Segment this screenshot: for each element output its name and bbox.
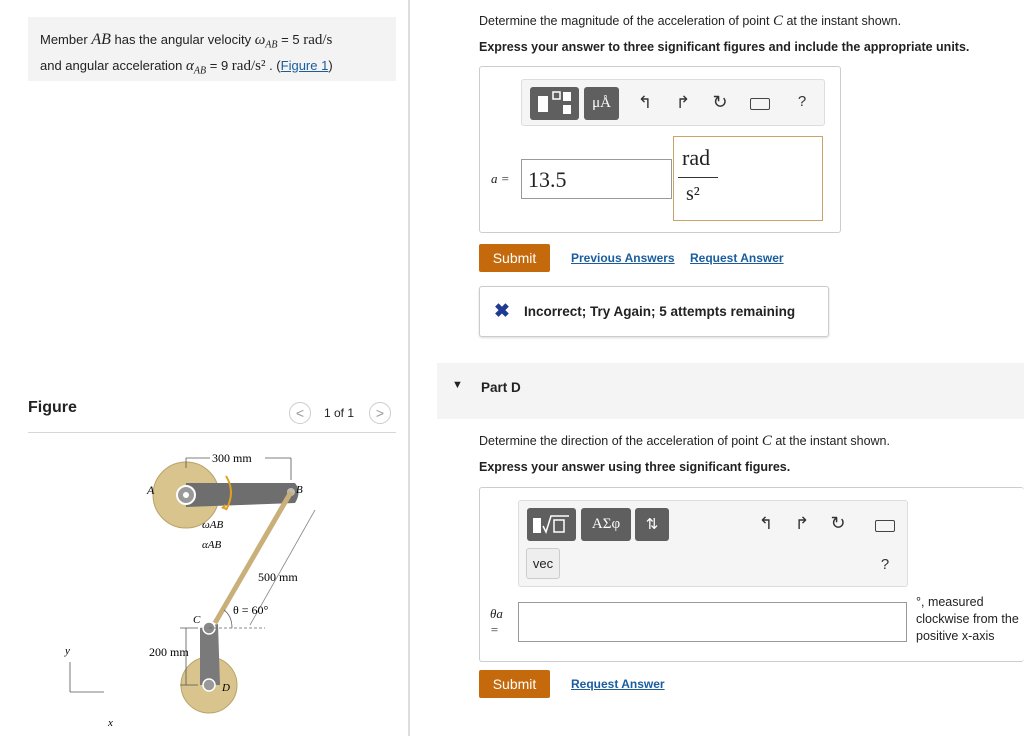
- reset-icon[interactable]: ↻: [712, 92, 728, 112]
- label-a: A: [147, 483, 155, 497]
- label-d: D: [222, 682, 230, 694]
- pin-d: [203, 679, 215, 691]
- partd-value-input[interactable]: [518, 602, 907, 642]
- template-button[interactable]: [530, 87, 579, 120]
- undo-icon[interactable]: ↰: [758, 514, 774, 533]
- mechanism-figure: [40, 440, 400, 732]
- label-c: C: [193, 614, 201, 626]
- feedback-text: Incorrect; Try Again; 5 attempts remaining: [524, 304, 796, 319]
- figure-divider: [28, 432, 396, 433]
- label-theta: θ = 60°: [233, 603, 269, 617]
- help-button[interactable]: ?: [797, 93, 807, 110]
- feedback-box: [479, 286, 829, 337]
- problem-line-2: and angular acceleration $\alpha_{AB} = 9$ rad/s² . (Figure 1): [40, 57, 333, 77]
- keyboard-icon[interactable]: [875, 520, 895, 532]
- partc-instruction: Express your answer to three significant figures and include the appropriate units.: [479, 40, 970, 54]
- redo-icon[interactable]: ↱: [794, 514, 810, 533]
- label-200mm: 200 mm: [149, 645, 189, 659]
- partc-question: Determine the magnitude of the acceleration of point C at the instant shown.: [479, 13, 902, 29]
- sort-arrows-icon[interactable]: ⇅: [635, 508, 669, 541]
- undo-icon[interactable]: ↰: [637, 93, 653, 112]
- template-icon: [530, 87, 579, 120]
- figure-page-count: 1 of 1: [324, 406, 355, 420]
- greek-button[interactable]: ΑΣφ: [581, 508, 631, 541]
- partc-request-answer-link[interactable]: Request Answer: [690, 251, 784, 265]
- partd-answer-box: [479, 487, 1024, 662]
- label-b: B: [296, 484, 303, 496]
- keyboard-icon[interactable]: [750, 98, 770, 110]
- partd-title: Part D: [481, 380, 521, 395]
- partd-instruction: Express your answer using three significant figures.: [479, 460, 791, 474]
- template-sqrt-button[interactable]: [527, 508, 576, 541]
- partc-submit-button[interactable]: Submit: [479, 244, 550, 272]
- redo-icon[interactable]: ↱: [675, 93, 691, 112]
- previous-answers-link[interactable]: Previous Answers: [571, 251, 675, 265]
- partc-toolbar: [521, 79, 825, 126]
- incorrect-x-icon: ✖: [494, 301, 510, 322]
- label-omega: ωAB: [202, 519, 224, 531]
- fraction-bar: [678, 177, 718, 178]
- unit-numerator: rad: [682, 145, 711, 170]
- label-alpha: αAB: [202, 539, 222, 551]
- problem-statement: [28, 17, 396, 81]
- figure-prev-button[interactable]: <: [289, 402, 311, 424]
- help-button[interactable]: ?: [880, 556, 890, 573]
- partc-variable-label: a =: [491, 171, 510, 186]
- unit-denominator: s²: [686, 183, 700, 205]
- panel-divider: [408, 0, 410, 736]
- label-x: x: [108, 717, 113, 729]
- reset-icon[interactable]: ↻: [830, 513, 846, 533]
- partc-answer-box: [479, 66, 841, 233]
- partd-question: Determine the direction of the acceleration of point C at the instant shown.: [479, 433, 890, 449]
- units-button[interactable]: μÅ: [584, 87, 619, 120]
- label-300mm: 300 mm: [212, 451, 252, 465]
- partc-value-input[interactable]: 13.5: [521, 159, 672, 199]
- partc-units-input[interactable]: [673, 136, 823, 221]
- collapse-triangle-icon: ▼: [452, 379, 463, 391]
- problem-line-1: Member AB has the angular velocity $\omega_{AB} = 5$ rad/s: [40, 31, 333, 51]
- partd-unit-description: °, measured clockwise from the positive x-axis: [916, 595, 1019, 643]
- partd-header[interactable]: [437, 363, 1024, 419]
- figure-title: Figure: [28, 399, 77, 416]
- partd-toolbar: [518, 500, 908, 587]
- template-sqrt-icon: [527, 508, 576, 541]
- label-y: y: [65, 645, 70, 657]
- figure-next-button[interactable]: >: [369, 402, 391, 424]
- figure-link[interactable]: Figure 1: [280, 57, 329, 73]
- partd-submit-button[interactable]: Submit: [479, 670, 550, 698]
- member-name: AB: [91, 31, 111, 48]
- partd-variable-label: θa =: [490, 606, 503, 637]
- label-500mm: 500 mm: [258, 570, 298, 584]
- vec-button[interactable]: vec: [526, 548, 560, 579]
- partd-request-answer-link[interactable]: Request Answer: [571, 677, 665, 691]
